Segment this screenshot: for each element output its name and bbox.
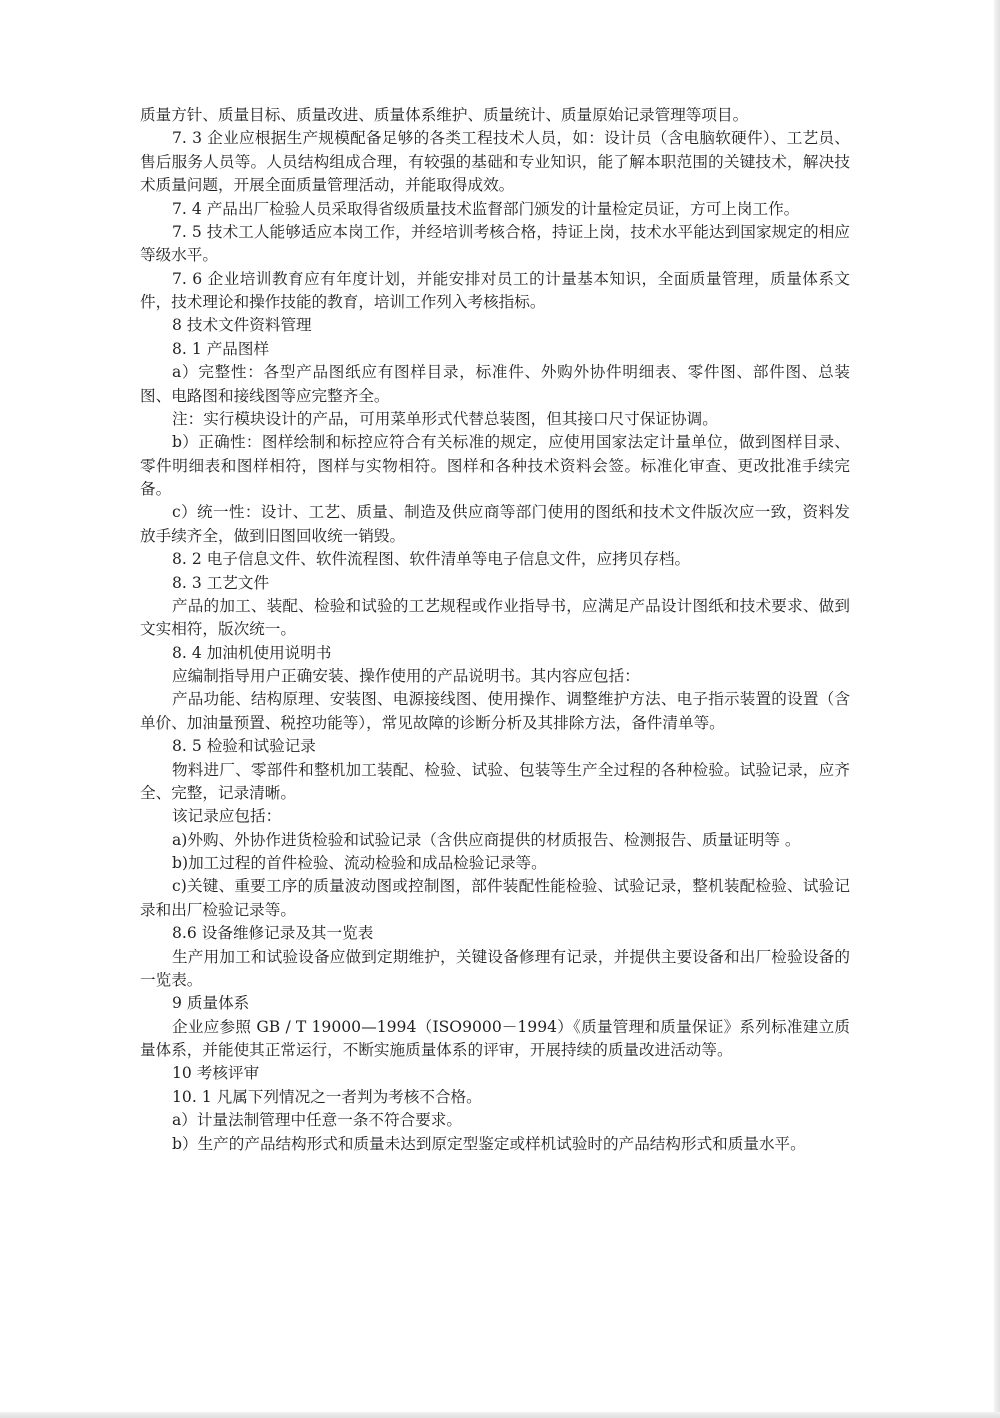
paragraph-8-3-body: 产品的加工、装配、检验和试验的工艺规程或作业指导书，应满足产品设计图纸和技术要求、做到文实相符，版次统一。 (140, 596, 850, 639)
paragraph-continuation: 质量方针、质量目标、质量改进、质量体系维护、质量统计、质量原始记录管理等项目。 (140, 106, 749, 124)
paragraph-8-5-c: c)关键、重要工序的质量波动图或控制图，部件装配性能检验、试验记录，整机装配检验、试验记录和出厂检验记录等。 (140, 877, 850, 919)
paragraph-8-5-b: b)加工过程的首件检验、流动检验和成品检验记录等。 (172, 854, 547, 872)
paragraph-8-2: 8. 2 电子信息文件、软件流程图、软件清单等电子信息文件，应拷贝存档。 (172, 550, 691, 569)
subsection-heading-8-6: 8.6 设备维修记录及其一览表 (172, 924, 374, 943)
page-edge-shadow-bottom (0, 1412, 1000, 1418)
paragraph-8-1-note: 注：实行模块设计的产品，可用菜单形式代替总装图，但其接口尺寸保证协调。 (172, 409, 718, 428)
paragraph-7-5: 7. 5 技术工人能够适应本岗工作，并经培训考核合格，持证上岗，技术水平能达到国家规定的相应等级水平。 (140, 222, 850, 265)
subsection-heading-8-3: 8. 3 工艺文件 (172, 573, 270, 592)
section-heading-9: 9 质量体系 (172, 994, 250, 1013)
paragraph-8-6-body: 生产用加工和试验设备应做到定期维护，关键设备修理有记录，并提供主要设备和出厂检验设备的一览表。 (140, 947, 850, 989)
paragraph-8-1-c: c）统一性：设计、工艺、质量、制造及供应商等部门使用的图纸和技术文件版次应一致，资料发放手续齐全，做到旧图回收统一销毁。 (140, 503, 850, 545)
paragraph-8-1-a: a）完整性：各型产品图纸应有图样目录，标准件、外购外协件明细表、零件图、部件图、总装图、电路图和接线图等应完整齐全。 (140, 363, 850, 405)
paragraph-8-5-a: a)外购、外协作进货检验和试验记录（含供应商提供的材质报告、检测报告、质量证明等 。 (172, 830, 801, 849)
section-heading-10: 10 考核评审 (172, 1064, 260, 1083)
paragraph-7-4: 7. 4 产品出厂检验人员采取得省级质量技术监督部门颁发的计量检定员证，方可上岗工作。 (172, 199, 800, 218)
paragraph-8-1-b: b）正确性：图样绘制和标控应符合有关标准的规定，应使用国家法定计量单位，做到图样目录、零件明细表和图样相符，图样与实物相符。图样和各种技术资料会签。标准化审查、更改批准手续完备。 (140, 433, 850, 498)
paragraph-10-1: 10. 1 凡属下列情况之一者判为考核不合格。 (172, 1087, 482, 1106)
subsection-heading-8-1: 8. 1 产品图样 (172, 339, 270, 358)
paragraph-7-3: 7. 3 企业应根据生产规模配备足够的各类工程技术人员，如：设计员（含电脑软硬件）、工艺员、售后服务人员等。人员结构组成合理，有较强的基础和专业知识，能了解本职范围的关键技术，解决技术质量问题，开展全面质量管理活动，并能取得成效。 (140, 129, 850, 195)
paragraph-8-5-intro: 该记录应包括： (172, 807, 282, 826)
paragraph-7-6: 7. 6 企业培训教育应有年度计划，并能安排对员工的计量基本知识，全面质量管理，质量体系文件，技术理论和操作技能的教育，培训工作列入考核指标。 (140, 269, 850, 311)
document-body (140, 104, 850, 1156)
page-edge-shadow-right (994, 0, 1000, 1418)
paragraph-8-4-body: 产品功能、结构原理、安装图、电源接线图、使用操作、调整维护方法、电子指示装置的设置（含单价、加油量预置、税控功能等），常见故障的诊断分析及其排除方法，备件清单等。 (140, 690, 850, 732)
paragraph-9-body: 企业应参照 GB / T 19000—1994（ISO9000－1994）《质量管理和质量保证》系列标准建立质量体系，并能使其正常运行，不断实施质量体系的评审，开展持续的质量改进活动等。 (140, 1017, 850, 1059)
subsection-heading-8-5: 8. 5 检验和试验记录 (172, 737, 316, 756)
paragraph-10-1-b: b）生产的产品结构形式和质量未达到原定型鉴定或样机试验时的产品结构形式和质量水平。 (172, 1134, 806, 1153)
paragraph-8-4-intro: 应编制指导用户正确安装、操作使用的产品说明书。其内容应包括： (172, 667, 640, 685)
paragraph-10-1-a: a）计量法制管理中任意一条不符合要求。 (172, 1111, 462, 1130)
paragraph-8-5-body: 物料进厂、零部件和整机加工装配、检验、试验、包装等生产全过程的各种检验。试验记录，应齐全、完整，记录清晰。 (140, 760, 850, 802)
subsection-heading-8-4: 8. 4 加油机使用说明书 (172, 643, 332, 662)
section-heading-8: 8 技术文件资料管理 (172, 316, 312, 335)
